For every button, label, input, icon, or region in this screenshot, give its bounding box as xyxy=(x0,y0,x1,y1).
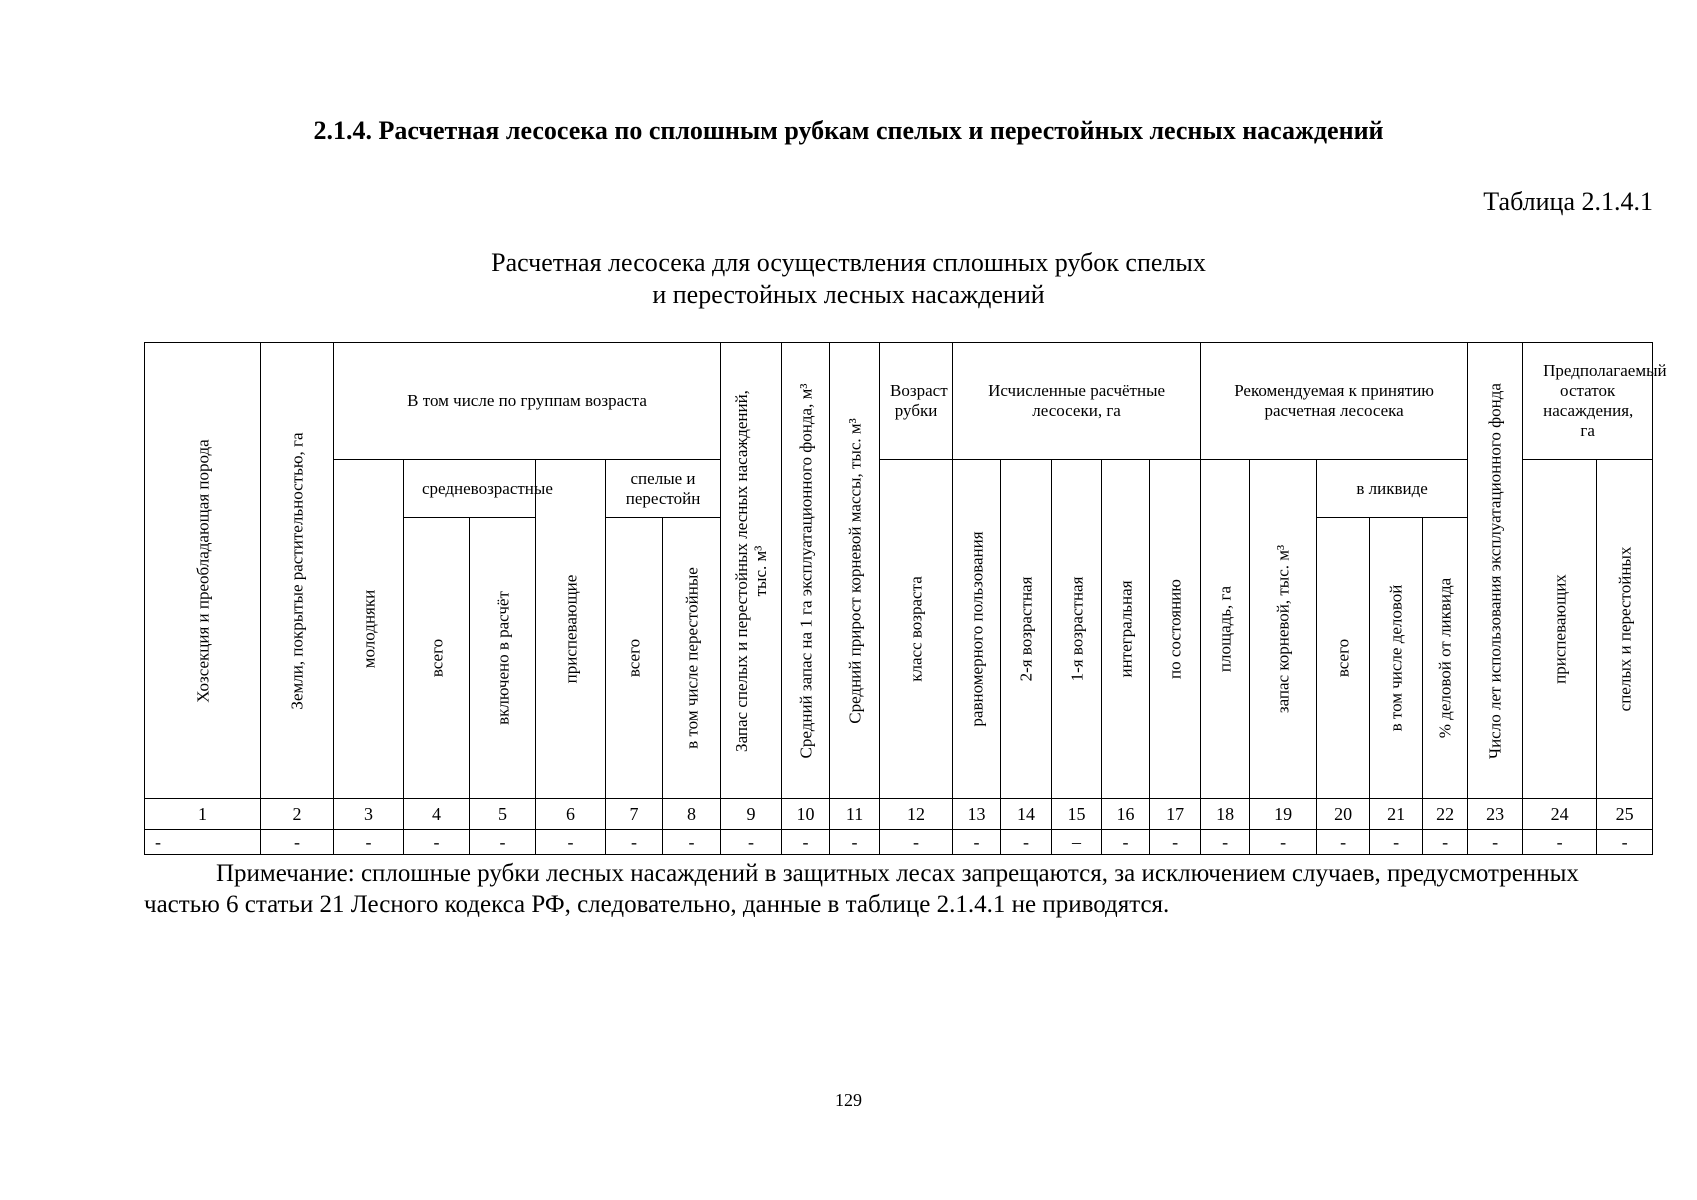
section-heading: 2.1.4. Расчетная лесосека по сплошным рубкам спелых и перестойных лесных насаждений xyxy=(313,116,1384,145)
data-cell: - xyxy=(880,830,953,855)
header-mature-stock: Запас спелых и перестойных лесных насаждений, тыс. м³ xyxy=(721,343,782,799)
header-overmature: в том числе перестойные xyxy=(663,518,721,799)
data-cell: - xyxy=(1102,830,1150,855)
header-maturing: приспевающие xyxy=(536,460,606,799)
table-caption xyxy=(0,247,1697,311)
column-number: 13 xyxy=(953,799,1001,830)
column-number: 12 xyxy=(880,799,953,830)
header-covered-land: Земли, покрытые растительностью, га xyxy=(261,343,334,799)
data-cell: - xyxy=(145,830,261,855)
data-row xyxy=(145,830,1653,855)
header-first-age: 1-я возрастная xyxy=(1052,460,1102,799)
header-mature-overmature: спелые и перестойн xyxy=(606,460,721,518)
data-cell: - xyxy=(782,830,830,855)
column-number: 20 xyxy=(1317,799,1370,830)
header-middle-aged: средневозрастные xyxy=(404,460,536,518)
data-cell: - xyxy=(1201,830,1250,855)
data-cell: - xyxy=(606,830,663,855)
column-number: 11 xyxy=(830,799,880,830)
header-liquid-total: всего xyxy=(1317,518,1370,799)
header-second-age: 2-я возрастная xyxy=(1001,460,1052,799)
data-cell: - xyxy=(1468,830,1523,855)
header-liquid-business: в том числе деловой xyxy=(1370,518,1423,799)
column-number: 7 xyxy=(606,799,663,830)
column-number: 6 xyxy=(536,799,606,830)
column-number: 14 xyxy=(1001,799,1052,830)
header-middle-included: включено в расчёт xyxy=(470,518,536,799)
column-number: 23 xyxy=(1468,799,1523,830)
column-number: 9 xyxy=(721,799,782,830)
header-years-of-use: Число лет использования эксплуатационного фонда xyxy=(1468,343,1523,799)
column-number: 22 xyxy=(1423,799,1468,830)
data-cell: - xyxy=(663,830,721,855)
header-mature-total: всего xyxy=(606,518,663,799)
data-cell: - xyxy=(404,830,470,855)
header-cutting-age: Возраст рубки xyxy=(880,343,953,460)
header-uniform-use: равномерного пользования xyxy=(953,460,1001,799)
table-number: Таблица 2.1.4.1 xyxy=(1483,187,1653,216)
data-cell: - xyxy=(334,830,404,855)
column-number: 4 xyxy=(404,799,470,830)
header-age-class: класс возраста xyxy=(880,460,953,799)
column-number: 19 xyxy=(1250,799,1317,830)
data-cell: - xyxy=(1001,830,1052,855)
column-number: 15 xyxy=(1052,799,1102,830)
header-forest-section: Хозсекция и преобладающая порода xyxy=(145,343,261,799)
caption-line-2: и перестойных лесных насаждений xyxy=(652,280,1045,309)
column-number: 16 xyxy=(1102,799,1150,830)
header-recommended-cut: Рекомендуемая к принятию расчетная лесосека xyxy=(1201,343,1468,460)
column-number: 2 xyxy=(261,799,334,830)
column-number: 24 xyxy=(1523,799,1597,830)
caption-line-1: Расчетная лесосека для осуществления сплошных рубок спелых xyxy=(491,248,1206,277)
header-in-liquid: в ликвиде xyxy=(1317,460,1468,518)
footnote: Примечание: сплошные рубки лесных насаждений в защитных лесах запрещаются, за исключением случаев, предусмотренных частью 6 статьи 21 Лесного кодекса РФ, следовательно, данные в таблице 2.1.4.1 не приводятся. xyxy=(144,860,1579,918)
data-cell: - xyxy=(830,830,880,855)
column-number: 1 xyxy=(145,799,261,830)
header-area: площадь, га xyxy=(1201,460,1250,799)
header-integral: интегральная xyxy=(1102,460,1150,799)
header-business-percent: % деловой от ликвида xyxy=(1423,518,1468,799)
data-cell: - xyxy=(1423,830,1468,855)
header-remainder-maturing: приспевающих xyxy=(1523,460,1597,799)
column-number: 10 xyxy=(782,799,830,830)
data-cell: - xyxy=(1597,830,1653,855)
data-cell: - xyxy=(1150,830,1201,855)
column-number-row xyxy=(145,799,1653,830)
column-number: 17 xyxy=(1150,799,1201,830)
header-young: молодняки xyxy=(334,460,404,799)
header-remainder-mature: спелых и перестойных xyxy=(1597,460,1653,799)
header-avg-growth: Средний прирост корневой массы, тыс. м³ xyxy=(830,343,880,799)
data-cell: - xyxy=(721,830,782,855)
header-expected-remainder: Предполагаемый остаток насаждения, га xyxy=(1523,343,1653,460)
header-by-condition: по состоянию xyxy=(1150,460,1201,799)
column-number: 21 xyxy=(1370,799,1423,830)
data-cell: - xyxy=(1370,830,1423,855)
column-number: 8 xyxy=(663,799,721,830)
page-number: 129 xyxy=(835,1090,862,1110)
column-number: 18 xyxy=(1201,799,1250,830)
column-number: 3 xyxy=(334,799,404,830)
header-root-stock: запас корневой, тыс. м³ xyxy=(1250,460,1317,799)
data-cell: - xyxy=(1250,830,1317,855)
data-cell: - xyxy=(1523,830,1597,855)
data-cell: - xyxy=(261,830,334,855)
data-cell: - xyxy=(470,830,536,855)
data-cell: - xyxy=(1317,830,1370,855)
header-middle-total: всего xyxy=(404,518,470,799)
column-number: 5 xyxy=(470,799,536,830)
header-avg-stock-per-ha: Средний запас на 1 га эксплуатационного фонда, м³ xyxy=(782,343,830,799)
column-number: 25 xyxy=(1597,799,1653,830)
header-calculated-cuts: Исчисленные расчётные лесосеки, га xyxy=(953,343,1201,460)
data-cell: - xyxy=(536,830,606,855)
data-cell: - xyxy=(953,830,1001,855)
header-age-groups: В том числе по группам возраста xyxy=(334,343,721,460)
allowable-cut-table xyxy=(144,342,1667,855)
data-cell: – xyxy=(1052,830,1102,855)
